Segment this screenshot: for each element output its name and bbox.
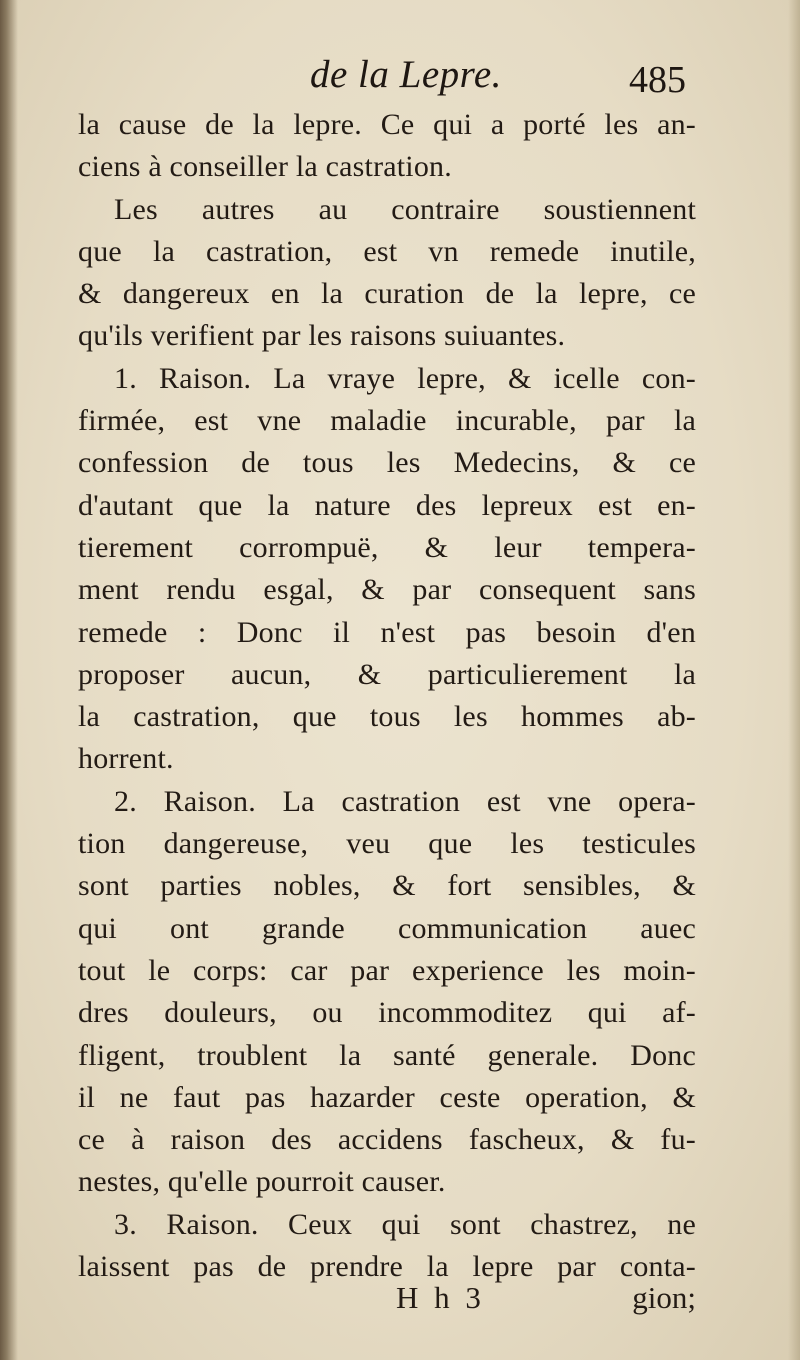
text-line: tion dangereuse, veu que les testicules (78, 827, 696, 861)
text-line: remede : Donc il n'est pas besoin d'en (78, 615, 696, 649)
text-line: confession de tous les Medecins, & ce (78, 446, 696, 480)
text-line: proposer aucun, & particulierement la (78, 657, 696, 691)
text-line: laissent pas de prendre la lepre par conta- (78, 1250, 696, 1284)
page-number: 485 (629, 59, 686, 101)
text-line: firmée, est vne maladie incurable, par la (78, 404, 696, 438)
text-line: qu'ils verifient par les raisons suiuantes. (78, 319, 566, 353)
text-line: ce à raison des accidens fascheux, & fu- (78, 1123, 696, 1157)
page-header (78, 52, 692, 108)
text-line: dres douleurs, ou incommoditez qui af- (78, 996, 696, 1030)
text-line: tout le corps: car par experience les moin- (78, 953, 696, 987)
catchword: gion; (632, 1280, 696, 1315)
text-line: la castration, que tous les hommes ab- (78, 700, 696, 734)
text-line: ciens à conseiller la castration. (78, 150, 452, 184)
text-line: qui ont grande communication auec (78, 911, 696, 945)
running-title: de la Lepre. (310, 53, 502, 96)
text-line: d'autant que la nature des lepreux est en- (78, 488, 696, 522)
text-line: tierement corrompuë, & leur tempera- (78, 530, 696, 564)
text-line: Les autres au contraire soustiennent (114, 192, 696, 226)
text-line: la cause de la lepre. Ce qui a porté les an- (78, 108, 696, 141)
text-line: 3. Raison. Ceux qui sont chastrez, ne (114, 1207, 696, 1241)
text-line: fligent, troublent la santé generale. Donc (78, 1038, 696, 1072)
text-line: nestes, qu'elle pourroit causer. (78, 1165, 446, 1199)
text-line: & dangereux en la curation de la lepre, ce (78, 277, 696, 311)
text-line: sont parties nobles, & fort sensibles, & (78, 869, 696, 903)
signature-mark: H h 3 (396, 1280, 485, 1315)
page-footer (78, 1280, 696, 1326)
text-line: 2. Raison. La castration est vne operа- (114, 784, 696, 818)
text-line: il ne faut pas hazarder ceste operation, & (78, 1080, 696, 1114)
text-line: 1. Raison. La vraye lepre, & icelle con- (114, 361, 696, 395)
text-line: horrent. (78, 742, 174, 776)
text-line: ment rendu esgal, & par consequent sans (78, 573, 696, 607)
text-line: que la castration, est vn remede inutile, (78, 234, 696, 268)
body-text (78, 104, 696, 1288)
